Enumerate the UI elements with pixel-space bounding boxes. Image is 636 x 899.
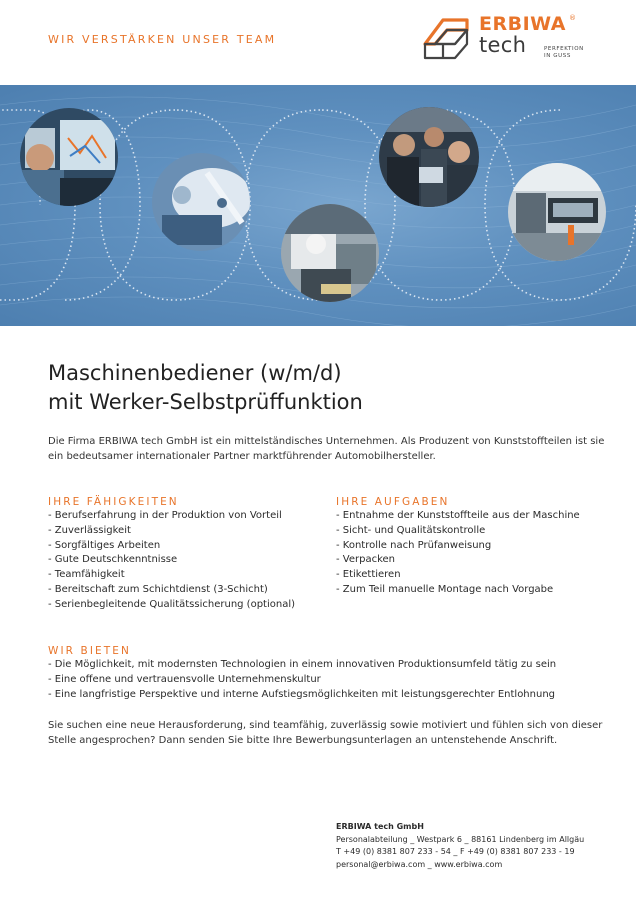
job-title-line1: Maschinenbediener (w/m/d) (48, 361, 342, 385)
list-item: - Die Möglichkeit, mit modernsten Technologien in einem innovativen Produktionsumfeld tätig zu sein (48, 659, 557, 670)
logo-claim-line1: PERFEKTION (544, 46, 584, 52)
closing-paragraph: Sie suchen eine neue Herausforderung, sind teamfähig, zuverlässig sowie motiviert und fühlen sich von dieser Stelle angesprochen? Dann senden Sie bitte Ihre Bewerbungsunterlagen an untenstehende Anschrift. (48, 720, 603, 746)
logo-brand: ERBIWA (479, 13, 566, 35)
list-item: - Sorgfältiges Arbeiten (48, 539, 161, 551)
company-logo (421, 14, 611, 66)
list-item: - Zuverlässigkeit (48, 524, 131, 536)
list-item: - Sicht- und Qualitätskontrolle (336, 524, 486, 536)
list-item: - Verpacken (336, 554, 396, 566)
photo-production-line (508, 163, 606, 261)
erbiwa-logo-icon (421, 14, 479, 64)
list-item: - Kontrolle nach Prüfanweisung (336, 539, 492, 551)
list-item: - Zum Teil manuelle Montage nach Vorgabe (336, 583, 554, 595)
header-tagline: WIR VERSTÄRKEN UNSER TEAM (48, 33, 277, 46)
skills-title: IHRE FÄHIGKEITEN (48, 496, 179, 508)
offer-title: WIR BIETEN (48, 645, 131, 657)
tasks-title: IHRE AUFGABEN (336, 496, 450, 508)
skills-list (48, 509, 328, 613)
job-title-line2: mit Werker-Selbstprüffunktion (48, 390, 363, 414)
list-item: - Serienbegleitende Qualitätssicherung (optional) (48, 598, 296, 610)
list-item: - Eine offene und vertrauensvolle Unternehmenskultur (48, 673, 321, 685)
photo-operator-machine (281, 204, 379, 302)
list-item: - Berufserfahrung in der Produktion von Vorteil (48, 510, 282, 521)
offer-section (48, 644, 618, 702)
contact-company: ERBIWA tech GmbH (336, 822, 424, 831)
photo-engineer-monitors (20, 108, 118, 206)
contact-web: personal@erbiwa.com _ www.erbiwa.com (336, 859, 503, 869)
contact-block (336, 821, 626, 871)
tasks-section (336, 495, 616, 598)
intro-paragraph: Die Firma ERBIWA tech GmbH ist ein mittelständisches Unternehmen. Als Produzent von Kunststoffteilen ist sie ein bedeutsamer internationaler Partner marktführender Automobilhersteller. (48, 436, 605, 462)
tasks-list (336, 509, 616, 598)
photo-robot-part (152, 153, 250, 251)
list-item: - Etikettieren (336, 569, 401, 581)
job-title (48, 359, 363, 417)
skills-section (48, 495, 328, 613)
contact-phone: T +49 (0) 8381 807 233 - 54 _ F +49 (0) 8381 807 233 - 19 (336, 847, 575, 856)
logo-registered-mark: ® (569, 14, 576, 22)
list-item: - Eine langfristige Perspektive und interne Aufstiegsmöglichkeiten mit leistungsgerechter Entlohnung (48, 688, 556, 700)
list-item: - Bereitschaft zum Schichtdienst (3-Schicht) (48, 583, 268, 595)
list-item: - Teamfähigkeit (48, 569, 125, 581)
hero-banner (0, 85, 636, 326)
list-item: - Gute Deutschkenntnisse (48, 554, 178, 566)
list-item: - Entnahme der Kunststoffteile aus der Maschine (336, 510, 580, 521)
photo-team-tablet (379, 107, 479, 207)
logo-sub: tech (479, 33, 527, 57)
contact-address: Personalabteilung _ Westpark 6 _ 88161 Lindenberg im Allgäu (336, 834, 585, 844)
offer-list (48, 658, 618, 702)
logo-claim-line2: IN GUSS (544, 53, 571, 59)
